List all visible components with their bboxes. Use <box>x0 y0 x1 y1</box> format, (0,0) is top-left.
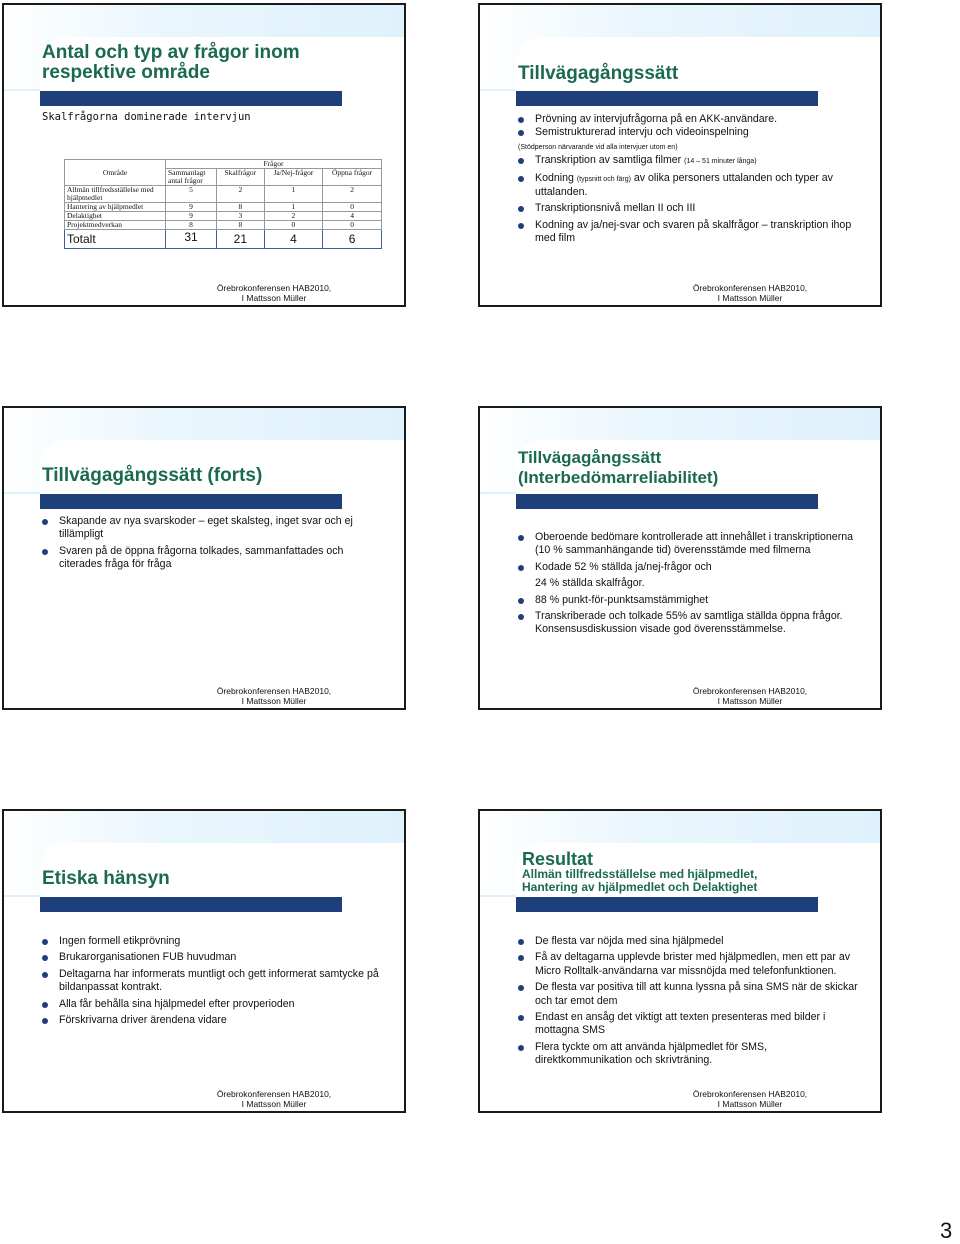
title-bar <box>516 494 818 509</box>
table-cell: Projektmedverkan <box>65 221 166 230</box>
list-item: Kodning av ja/nej-svar och svaren på skalfrågor – transkription ihop med film <box>518 219 858 246</box>
title-bar <box>516 91 818 106</box>
table-row <box>65 203 382 212</box>
list-item: Alla får behålla sina hjälpmedel efter provperioden <box>42 998 382 1011</box>
table-cell: 0 <box>323 203 382 212</box>
slide-footer: Örebrokonferensen HAB2010, I Mattsson Müller <box>692 686 808 706</box>
page-number: 3 <box>940 1218 953 1243</box>
list-item: Förskrivarna driver ärendena vidare <box>42 1014 382 1027</box>
table-header-total: Sammanlagt antal frågor <box>166 169 217 186</box>
table-cell: 4 <box>264 230 323 249</box>
title-bar <box>40 494 342 509</box>
list-item: Deltagarna har informerats muntligt och gett informerat samtycke på bildanpassat kontrakt. <box>42 968 382 995</box>
slide-4 <box>478 406 882 710</box>
list-item: Ingen formell etikprövning <box>42 935 382 948</box>
list-item: Flera tyckte om att använda hjälpmedlet för SMS, direktkommunikation och skrivträning. <box>518 1041 858 1068</box>
table-cell: 2 <box>264 212 323 221</box>
slide-2 <box>478 3 882 307</box>
list-item: 24 % ställda skalfrågor. <box>535 577 645 590</box>
table-row <box>65 186 382 203</box>
list-item: Transkriptionsnivå mellan II och III <box>518 202 858 215</box>
table-cell: 6 <box>323 230 382 249</box>
table-cell: 8 <box>217 203 265 212</box>
slide-3 <box>2 406 406 710</box>
title-bar <box>40 897 342 912</box>
table-cell: 0 <box>264 221 323 230</box>
list-item: Kodade 52 % ställda ja/nej-frågor och <box>518 561 858 574</box>
table-cell: Delaktighet <box>65 212 166 221</box>
table-cell: 31 <box>166 230 217 249</box>
slide-subtitle: Allmän tillfredsställelse med hjälpmedlet, Hantering av hjälpmedlet och Delaktighet <box>522 867 758 894</box>
table-header-scale: Skalfrågor <box>217 169 265 186</box>
table-cell: 9 <box>166 203 217 212</box>
slide-subtitle: Skalfrågorna dominerade intervjun <box>42 111 251 123</box>
table-header-open: Öppna frågor <box>323 169 382 186</box>
table-cell: 3 <box>217 212 265 221</box>
list-item: Kodning (typsnitt och färg) av olika personers uttalanden och typer av uttalanden. <box>518 172 858 200</box>
list-item: Transkription av samtliga filmer (14 – 51 minuter långa) <box>518 154 858 168</box>
table-cell: 1 <box>264 203 323 212</box>
table-header-yesno: Ja/Nej-frågor <box>264 169 323 186</box>
list-item: Brukarorganisationen FUB huvudman <box>42 951 382 964</box>
bullet-list <box>42 515 382 575</box>
bullet-list <box>42 935 382 1030</box>
table-cell: Allmän tillfredsställelse med hjälpmedlet <box>65 186 166 203</box>
list-item: Transkriberade och tolkade 55% av samtliga ställda öppna frågor. Konsensusdiskussion visade god överensstämmelse. <box>518 610 858 637</box>
bullet-list <box>518 113 858 249</box>
bullet-list <box>518 531 858 640</box>
list-item: 88 % punkt-för-punktsamstämmighet <box>518 594 858 607</box>
list-item: Skapande av nya svarskoder – eget skalsteg, inget svar och ej tillämpligt <box>42 515 382 542</box>
slide-title: Tillvägagångssätt (Interbedömarreliabilitet) <box>518 448 719 487</box>
slide-footer: Örebrokonferensen HAB2010, I Mattsson Müller <box>692 283 808 303</box>
table-cell: 2 <box>323 186 382 203</box>
table-cell: 2 <box>217 186 265 203</box>
slide-title: Antal och typ av frågor inom respektive område <box>42 42 300 83</box>
title-bar <box>40 91 342 106</box>
list-item: Oberoende bedömare kontrollerade att innehållet i transkriptionerna (10 % sammanhängande tid) överensstämde med filmerna <box>518 531 858 558</box>
table-cell: 8 <box>166 221 217 230</box>
slide-6 <box>478 809 882 1113</box>
list-item: Få av deltagarna upplevde brister med hjälpmedlen, men ett par av Micro Rolltalk-användarna var missnöjda med telefonfunktionen. <box>518 951 858 978</box>
table-group-header: Frågor <box>166 160 382 169</box>
slide-footer: Örebrokonferensen HAB2010, I Mattsson Müller <box>216 686 332 706</box>
slide-title: Resultat <box>522 849 594 869</box>
table-cell: 5 <box>166 186 217 203</box>
slide-title: Etiska hänsyn <box>42 868 170 889</box>
list-item: Prövning av intervjufrågorna på en AKK-användare. <box>518 113 858 126</box>
list-item: Semistrukturerad intervju och videoinspelning (Stödperson närvarande vid alla intervjuer utom en) <box>518 126 858 154</box>
slide-footer: Örebrokonferensen HAB2010, I Mattsson Müller <box>692 1089 808 1109</box>
table-total-row <box>65 230 382 249</box>
list-item: Endast en ansåg det viktigt att texten presenteras med bilder i mottagna SMS <box>518 1011 858 1038</box>
table-cell: 0 <box>323 221 382 230</box>
slide-title: Tillvägagångssätt (forts) <box>42 465 263 486</box>
slide-footer: Örebrokonferensen HAB2010, I Mattsson Müller <box>216 1089 332 1109</box>
slide-5 <box>2 809 406 1113</box>
table-cell: 4 <box>323 212 382 221</box>
list-item: De flesta var positiva till att kunna lyssna på sina SMS när de skickar och tar emot dem <box>518 981 858 1008</box>
table-row <box>65 221 382 230</box>
title-bar <box>516 897 818 912</box>
bullet-list <box>518 935 858 1071</box>
table-cell: Hantering av hjälpmedlet <box>65 203 166 212</box>
table-header-area: Område <box>65 169 166 186</box>
table-cell: Totalt <box>65 230 166 249</box>
list-item: De flesta var nöjda med sina hjälpmedel <box>518 935 858 948</box>
table-cell: 1 <box>264 186 323 203</box>
list-item: Svaren på de öppna frågorna tolkades, sammanfattades och citerades fråga för fråga <box>42 545 382 572</box>
table-cell: 9 <box>166 212 217 221</box>
slide-footer: Örebrokonferensen HAB2010, I Mattsson Müller <box>216 283 332 303</box>
question-table <box>64 159 382 249</box>
slide-title: Tillvägagångssätt <box>518 63 679 84</box>
table-cell: 21 <box>217 230 265 249</box>
slide-1 <box>2 3 406 307</box>
table-cell: 8 <box>217 221 265 230</box>
